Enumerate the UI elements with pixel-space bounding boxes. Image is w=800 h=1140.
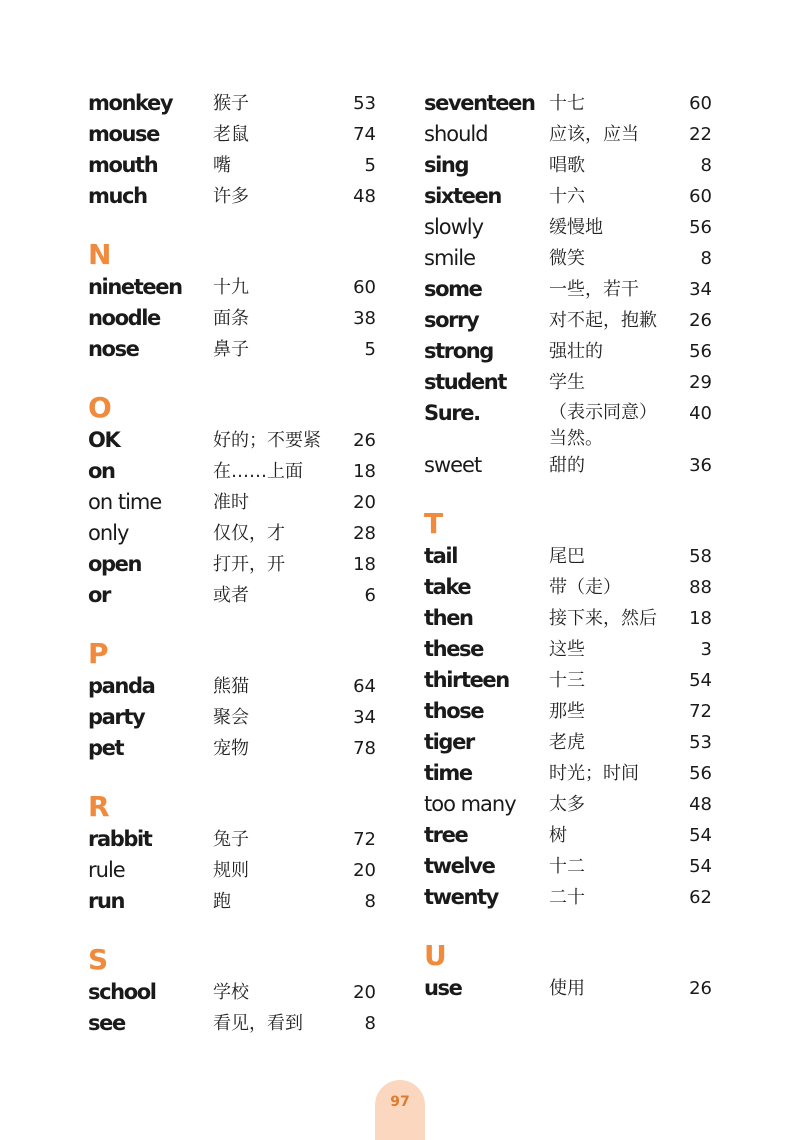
- entry-page: 26: [689, 310, 712, 331]
- entry-page: 26: [689, 978, 712, 999]
- entry-meaning: 一些，若干: [549, 279, 639, 300]
- entry-meaning: 缓慢地: [549, 217, 603, 238]
- entry-page: 78: [353, 738, 376, 759]
- vocab-entry: [424, 541, 724, 572]
- vocab-entry: [424, 572, 724, 603]
- entry-meaning: 那些: [549, 701, 585, 722]
- vocab-entry: [424, 665, 724, 696]
- entry-word: see: [88, 1011, 125, 1035]
- section-letter: S: [88, 943, 108, 976]
- entry-page: 18: [353, 461, 376, 482]
- letter-section: [424, 88, 724, 481]
- entry-page: 20: [353, 860, 376, 881]
- entry-word: nineteen: [88, 275, 182, 299]
- vocab-entry: [424, 603, 724, 634]
- vocab-entry: [88, 119, 388, 150]
- entry-page: 54: [689, 825, 712, 846]
- entry-page: 58: [689, 546, 712, 567]
- entry-page: 56: [689, 341, 712, 362]
- entry-meaning: 看见，看到: [213, 1013, 303, 1034]
- entry-meaning: 二十: [549, 887, 585, 908]
- entry-meaning: 甜的: [549, 455, 585, 476]
- entry-meaning: 时光；时间: [549, 763, 639, 784]
- vocab-entry: [88, 150, 388, 181]
- letter-section: [88, 88, 388, 212]
- entry-meaning: 带（走）: [549, 577, 621, 598]
- vocab-entry: [424, 851, 724, 882]
- entry-page: 36: [689, 455, 712, 476]
- vocab-entry: [88, 456, 388, 487]
- vocab-entry: [88, 181, 388, 212]
- entry-page: 34: [689, 279, 712, 300]
- entry-word: rule: [88, 858, 125, 882]
- vocab-entry: [424, 973, 724, 1004]
- entry-meaning: 老虎: [549, 732, 585, 753]
- entry-word: open: [88, 552, 142, 576]
- vocab-entry: [424, 88, 724, 119]
- entry-page: 72: [353, 829, 376, 850]
- section-letter: R: [88, 790, 110, 823]
- section-letter: N: [88, 238, 111, 271]
- vocab-entry: [424, 758, 724, 789]
- vocab-entry: [88, 886, 388, 917]
- page-number: 97: [390, 1094, 410, 1110]
- entry-word: much: [88, 184, 147, 208]
- section-letter: T: [424, 507, 443, 540]
- vocab-entry: [424, 212, 724, 243]
- entry-word: nose: [88, 337, 139, 361]
- entry-meaning: 学校: [213, 982, 249, 1003]
- section-letter: O: [88, 391, 112, 424]
- entry-meaning: 准时: [213, 492, 249, 513]
- entry-word: Sure.: [424, 401, 480, 425]
- vocab-entry: [88, 977, 388, 1008]
- entry-page: 6: [364, 585, 376, 606]
- entry-word: tree: [424, 823, 468, 847]
- entry-page: 53: [353, 93, 376, 114]
- vocab-entry: [88, 733, 388, 764]
- vocab-entry: [88, 303, 388, 334]
- entry-word: time: [424, 761, 472, 785]
- entry-page: 29: [689, 372, 712, 393]
- vocab-entry: [88, 855, 388, 886]
- letter-section: [424, 507, 724, 913]
- entry-page: 8: [700, 248, 712, 269]
- entry-word: student: [424, 370, 506, 394]
- section-letter: U: [424, 939, 447, 972]
- vocab-entry: [424, 882, 724, 913]
- entry-meaning: （表示同意） 当然。: [549, 402, 657, 449]
- entry-meaning: 聚会: [213, 707, 249, 728]
- entry-meaning: 猴子: [213, 93, 249, 114]
- entry-word: pet: [88, 736, 124, 760]
- entry-word: twenty: [424, 885, 498, 909]
- entry-word: rabbit: [88, 827, 152, 851]
- entry-meaning: 使用: [549, 978, 585, 999]
- entry-word: party: [88, 705, 145, 729]
- vocab-entry: [424, 367, 724, 398]
- entry-word: tiger: [424, 730, 474, 754]
- entry-word: twelve: [424, 854, 495, 878]
- entry-word: OK: [88, 428, 120, 452]
- vocab-entry: [424, 336, 724, 367]
- entry-meaning: 十六: [549, 186, 585, 207]
- entry-word: thirteen: [424, 668, 509, 692]
- entry-page: 3: [700, 639, 712, 660]
- vocab-entry: [424, 696, 724, 727]
- entry-meaning: 微笑: [549, 248, 585, 269]
- vocab-entry: [424, 820, 724, 851]
- entry-page: 53: [689, 732, 712, 753]
- entry-meaning: 打开，开: [213, 554, 285, 575]
- entry-meaning: 规则: [213, 860, 249, 881]
- entry-word: seventeen: [424, 91, 535, 115]
- entry-meaning: 跑: [213, 891, 231, 912]
- entry-word: only: [88, 521, 129, 545]
- entry-meaning: 接下来，然后: [549, 608, 657, 629]
- right-column: [424, 88, 724, 1030]
- entry-page: 54: [689, 856, 712, 877]
- entry-page: 74: [353, 124, 376, 145]
- vocab-entry: [88, 425, 388, 456]
- entry-page: 20: [353, 982, 376, 1003]
- entry-meaning: 或者: [213, 585, 249, 606]
- entry-word: panda: [88, 674, 155, 698]
- entry-word: run: [88, 889, 125, 913]
- vocab-entry: [88, 487, 388, 518]
- entry-word: sixteen: [424, 184, 501, 208]
- entry-meaning: 老鼠: [213, 124, 249, 145]
- entry-meaning: 应该，应当: [549, 124, 639, 145]
- entry-meaning: 十二: [549, 856, 585, 877]
- entry-word: on time: [88, 490, 162, 514]
- entry-meaning: 嘴: [213, 155, 231, 176]
- vocab-entry: [424, 274, 724, 305]
- letter-section: [88, 238, 388, 365]
- entry-page: 56: [689, 763, 712, 784]
- entry-word: smile: [424, 246, 475, 270]
- entry-word: should: [424, 122, 488, 146]
- entry-word: sorry: [424, 308, 479, 332]
- section-letter: P: [88, 637, 109, 670]
- entry-word: then: [424, 606, 473, 630]
- left-column: [88, 88, 388, 1065]
- entry-meaning: 仅仅，才: [213, 523, 285, 544]
- entry-page: 60: [353, 277, 376, 298]
- entry-meaning: 面条: [213, 308, 249, 329]
- vocab-entry: [88, 334, 388, 365]
- letter-section: [424, 939, 724, 1004]
- entry-meaning: 唱歌: [549, 155, 585, 176]
- vocab-entry: [88, 518, 388, 549]
- vocab-entry: [424, 398, 724, 450]
- entry-word: tail: [424, 544, 458, 568]
- entry-page: 34: [353, 707, 376, 728]
- entry-meaning: 树: [549, 825, 567, 846]
- entry-meaning: 兔子: [213, 829, 249, 850]
- entry-word: on: [88, 459, 115, 483]
- vocab-entry: [424, 450, 724, 481]
- entry-word: these: [424, 637, 483, 661]
- entry-page: 8: [364, 1013, 376, 1034]
- entry-word: sweet: [424, 453, 482, 477]
- entry-meaning: 熊猫: [213, 676, 249, 697]
- entry-page: 40: [689, 403, 712, 424]
- entry-page: 88: [689, 577, 712, 598]
- entry-meaning: 好的；不要紧: [213, 430, 321, 451]
- entry-page: 20: [353, 492, 376, 513]
- entry-word: school: [88, 980, 156, 1004]
- vocab-entry: [88, 1008, 388, 1039]
- vocab-entry: [424, 727, 724, 758]
- vocab-entry: [88, 671, 388, 702]
- entry-page: 8: [700, 155, 712, 176]
- vocab-entry: [88, 88, 388, 119]
- entry-page: 28: [353, 523, 376, 544]
- entry-meaning: 对不起，抱歉: [549, 310, 657, 331]
- letter-section: [88, 391, 388, 611]
- entry-word: noodle: [88, 306, 160, 330]
- vocab-entry: [88, 580, 388, 611]
- entry-word: those: [424, 699, 484, 723]
- entry-page: 22: [689, 124, 712, 145]
- entry-word: monkey: [88, 91, 173, 115]
- entry-meaning: 这些: [549, 639, 585, 660]
- vocab-entry: [424, 305, 724, 336]
- letter-section: [88, 637, 388, 764]
- letter-section: [88, 943, 388, 1039]
- entry-page: 54: [689, 670, 712, 691]
- vocab-entry: [88, 702, 388, 733]
- entry-page: 18: [689, 608, 712, 629]
- vocab-entry: [424, 150, 724, 181]
- vocab-entry: [88, 549, 388, 580]
- entry-page: 60: [689, 93, 712, 114]
- entry-word: take: [424, 575, 471, 599]
- entry-page: 5: [364, 339, 376, 360]
- entry-meaning: 宠物: [213, 738, 249, 759]
- entry-word: strong: [424, 339, 493, 363]
- page-number-tab: [375, 1080, 425, 1140]
- entry-page: 56: [689, 217, 712, 238]
- entry-word: sing: [424, 153, 469, 177]
- entry-page: 18: [353, 554, 376, 575]
- entry-page: 26: [353, 430, 376, 451]
- entry-meaning: 十七: [549, 93, 585, 114]
- entry-page: 5: [364, 155, 376, 176]
- entry-word: mouse: [88, 122, 160, 146]
- entry-page: 60: [689, 186, 712, 207]
- vocab-entry: [424, 634, 724, 665]
- entry-meaning: 鼻子: [213, 339, 249, 360]
- entry-page: 48: [689, 794, 712, 815]
- vocab-entry: [88, 824, 388, 855]
- entry-word: some: [424, 277, 482, 301]
- entry-meaning: 许多: [213, 186, 249, 207]
- entry-word: mouth: [88, 153, 158, 177]
- entry-page: 62: [689, 887, 712, 908]
- entry-page: 64: [353, 676, 376, 697]
- entry-page: 8: [364, 891, 376, 912]
- entry-word: slowly: [424, 215, 484, 239]
- entry-meaning: 学生: [549, 372, 585, 393]
- entry-meaning: 十九: [213, 277, 249, 298]
- entry-word: use: [424, 976, 462, 1000]
- entry-word: or: [88, 583, 110, 607]
- vocab-entry: [424, 243, 724, 274]
- vocab-entry: [424, 789, 724, 820]
- entry-meaning: 太多: [549, 794, 585, 815]
- entry-meaning: 强壮的: [549, 341, 603, 362]
- entry-meaning: 在……上面: [213, 461, 303, 482]
- entry-page: 48: [353, 186, 376, 207]
- vocab-entry: [424, 119, 724, 150]
- entry-meaning: 十三: [549, 670, 585, 691]
- letter-section: [88, 790, 388, 917]
- entry-page: 72: [689, 701, 712, 722]
- entry-page: 38: [353, 308, 376, 329]
- entry-meaning: 尾巴: [549, 546, 585, 567]
- vocab-entry: [424, 181, 724, 212]
- vocab-entry: [88, 272, 388, 303]
- entry-word: too many: [424, 792, 516, 816]
